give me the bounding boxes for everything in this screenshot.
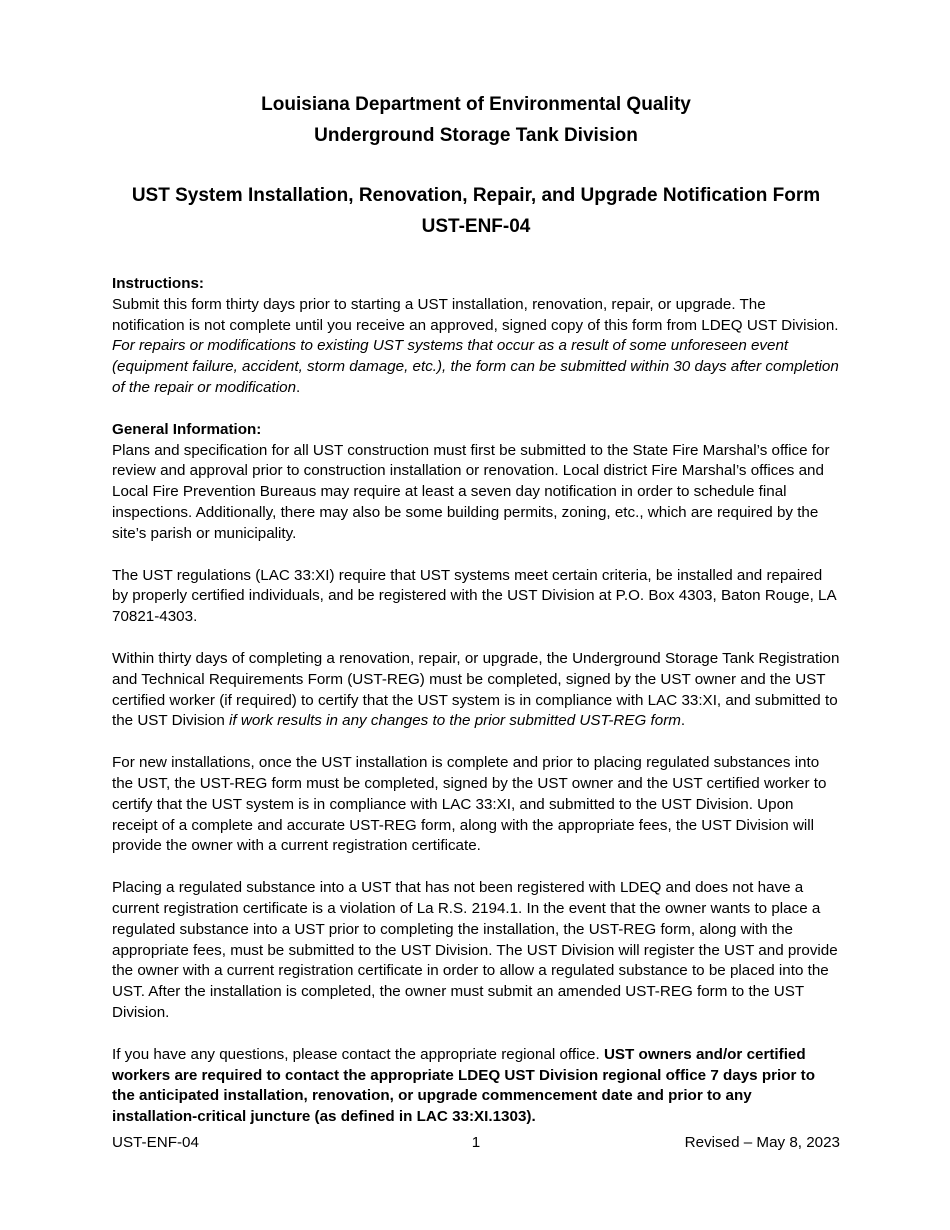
general-paragraph-3: Within thirty days of completing a renovation, repair, or upgrade, the Underground Storage Tank Registration and Technical Requirements Form (UST-REG) must be completed, signed by the UST owner and the UST certified worker (if required) to certify that the UST system is in compliance with LAC 33:XI, and submitted to the UST Division if work results in any changes to the prior submitted UST-REG form. <box>112 649 840 730</box>
general-paragraph-4: For new installations, once the UST installation is complete and prior to placing regulated substances into the UST, the UST-REG form must be completed, signed by the UST owner and the UST certified worker to certify that the UST system is in compliance with LAC 33:XI, and submitted to the UST Division. Upon receipt of a complete and accurate UST-REG form, along with the appropriate fees, the UST Division will provide the owner with a current registration certificate. <box>112 754 827 855</box>
footer-page-number: 1 <box>471 1134 481 1151</box>
instructions-text: Submit this form thirty days prior to starting a UST installation, renovation, repair, or upgrade. The notification is not complete until you receive an approved, signed copy of this form from LDEQ UST Division. For repairs or modifications to existing UST systems that occur as a result of some unforeseen event (equipment failure, accident, storm damage, etc.), the form can be submitted within 30 days after completion of the repair or modification. <box>112 295 839 396</box>
footer-revised-date: Revised – May 8, 2023 <box>684 1134 840 1151</box>
general-paragraph-3-italic: if work results in any changes to the prior submitted UST-REG form <box>229 712 681 730</box>
document-body <box>112 90 840 1128</box>
instructions-heading: Instructions: <box>112 275 204 292</box>
page-footer <box>112 1132 840 1153</box>
agency-name: Louisiana Department of Environmental Quality <box>261 94 691 115</box>
general-paragraph-6-bold: UST owners and/or certified workers are required to contact the appropriate LDEQ UST Division regional office 7 days prior to the anticipated installation, renovation, or upgrade commencement date and prior to any installation-critical juncture (as defined in LAC 33:XI.1303). <box>112 1045 815 1126</box>
division-name: Underground Storage Tank Division <box>314 124 638 146</box>
general-paragraph-2: The UST regulations (LAC 33:XI) require that UST systems meet certain criteria, be installed and repaired by properly certified individuals, and be registered with the UST Division at P.O. Box 4303, Baton Rouge, LA 70821-4303. <box>112 566 836 626</box>
footer-form-id: UST-ENF-04 <box>112 1134 199 1151</box>
general-paragraph-5: Placing a regulated substance into a UST that has not been registered with LDEQ and does not have a current registration certificate is a violation of La R.S. 2194.1. In the event that the owner wants to place a regulated substance into a UST prior to completing the installation, the UST-REG form, along with the appropriate fees, must be submitted to the UST Division. The UST Division will register the UST and provide the owner with a current registration certificate in order to allow a regulated substance to be placed into the UST. After the installation is completed, the owner must submit an amended UST-REG form to the UST Division. <box>112 879 838 1021</box>
general-paragraph-1: Plans and specification for all UST construction must first be submitted to the State Fire Marshal’s office for review and approval prior to construction installation or renovation. Local district Fire Marshal’s offices and Local Fire Prevention Bureaus may require at least a seven day notification in order to schedule final inspections. Additionally, there may also be some building permits, zoning, etc., which are required by the site’s parish or municipality. <box>112 441 830 542</box>
form-id-title: UST-ENF-04 <box>421 215 531 237</box>
general-paragraph-6: If you have any questions, please contact the appropriate regional office. UST owners and/or certified workers are required to contact the appropriate LDEQ UST Division regional office 7 days prior to the anticipated installation, renovation, or upgrade commencement date and prior to any installation-critical juncture (as defined in LAC 33:XI.1303). <box>112 1045 815 1126</box>
form-title: UST System Installation, Renovation, Repair, and Upgrade Notification Form <box>131 185 821 206</box>
general-heading: General Information: <box>112 420 262 438</box>
instructions-italic: For repairs or modifications to existing UST systems that occur as a result of some unforeseen event (equipment failure, accident, storm damage, etc.), the form can be submitted within 30 days after completion of the repair or modification <box>112 337 839 396</box>
